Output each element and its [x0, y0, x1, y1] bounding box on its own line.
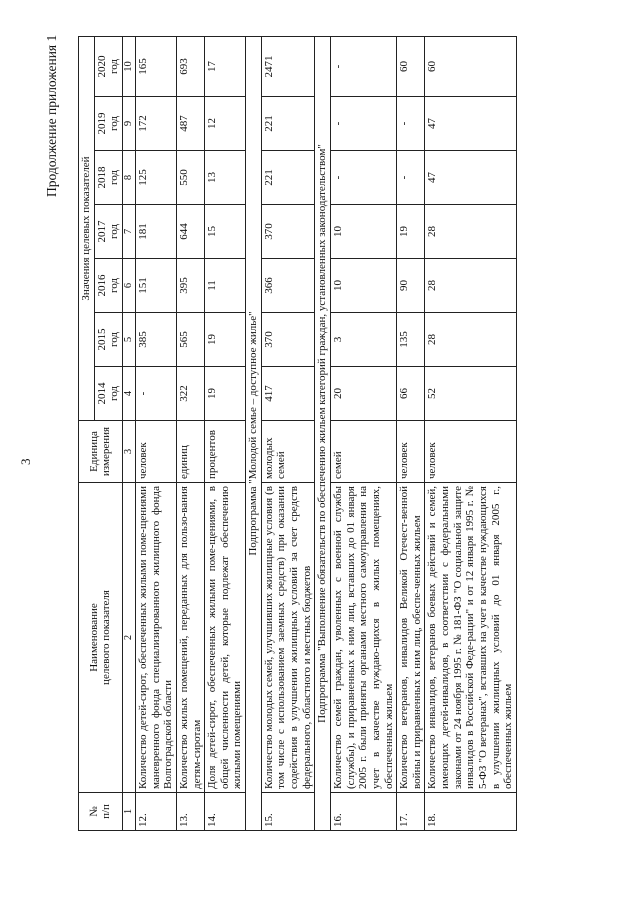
value-2016: 90 — [397, 259, 425, 313]
value-2014: 417 — [261, 367, 315, 421]
column-index-row — [122, 37, 135, 831]
value-2014: 66 — [397, 367, 425, 421]
page-number: 3 — [18, 458, 33, 465]
value-2020: 165 — [135, 37, 176, 97]
subprogram-heading: Подпрограмма "Молодой семье – доступное жилье" — [246, 37, 262, 831]
row-number: 14. — [205, 793, 246, 831]
value-2015: 565 — [176, 313, 204, 367]
value-2018: 550 — [176, 151, 204, 205]
value-2016: 10 — [330, 259, 396, 313]
header-row — [79, 37, 95, 831]
value-2015: 370 — [261, 313, 315, 367]
column-index: 3 — [122, 421, 135, 483]
value-2020: 60 — [397, 37, 425, 97]
year-header: 2015 год — [94, 313, 122, 367]
value-2018: 221 — [261, 151, 315, 205]
value-2014: 19 — [205, 367, 246, 421]
subprogram-row — [246, 37, 262, 831]
column-index: 10 — [122, 37, 135, 97]
indicator-name: Количество детей-сирот, обеспеченных жилыми поме-щениями маневренного фонда специализированного жилищного фонда Волгоградской области — [135, 483, 176, 793]
column-index: 6 — [122, 259, 135, 313]
value-2020: 60 — [425, 37, 516, 97]
column-index: 2 — [122, 483, 135, 793]
column-index: 9 — [122, 97, 135, 151]
year-header: 2014 год — [94, 367, 122, 421]
table-row — [261, 37, 315, 831]
value-2017: 10 — [330, 205, 396, 259]
col-num-header: № п/п — [79, 793, 123, 831]
value-2020: - — [330, 37, 396, 97]
value-2020: 2471 — [261, 37, 315, 97]
value-2016: 395 — [176, 259, 204, 313]
value-2015: 19 — [205, 313, 246, 367]
value-2015: 135 — [397, 313, 425, 367]
value-2020: 693 — [176, 37, 204, 97]
value-2015: 3 — [330, 313, 396, 367]
table-row — [330, 37, 396, 831]
indicators-table — [78, 36, 517, 831]
value-2014: 52 — [425, 367, 516, 421]
col-unit-header: Единица измерения — [79, 421, 123, 483]
year-header: 2020 год — [94, 37, 122, 97]
indicator-name: Количество ветеранов, инвалидов Великой Отечест-венной войны и приравненных к ним лиц, обеспе-ченных жильем — [397, 483, 425, 793]
value-2014: - — [135, 367, 176, 421]
continuation-caption: Продолжение приложения 1 — [44, 34, 59, 197]
row-number: 13. — [176, 793, 204, 831]
value-2015: 28 — [425, 313, 516, 367]
value-2017: 28 — [425, 205, 516, 259]
year-header: 2019 год — [94, 97, 122, 151]
subprogram-heading: Подпрограмма "Выполнение обязательств по обеспечению жильем категорий граждан, установленных законодательством" — [315, 37, 331, 831]
indicator-unit: человек — [135, 421, 176, 483]
indicator-unit: процентов — [205, 421, 246, 483]
values-group-header: Значения целевых показателей — [79, 37, 95, 421]
value-2014: 322 — [176, 367, 204, 421]
value-2019: 172 — [135, 97, 176, 151]
table-row — [176, 37, 204, 831]
year-header: 2018 год — [94, 151, 122, 205]
value-2019: 47 — [425, 97, 516, 151]
table-row — [397, 37, 425, 831]
column-index: 1 — [122, 793, 135, 831]
year-header: 2016 год — [94, 259, 122, 313]
value-2016: 11 — [205, 259, 246, 313]
value-2018: - — [330, 151, 396, 205]
indicator-unit: человек — [397, 421, 425, 483]
value-2019: 487 — [176, 97, 204, 151]
value-2016: 151 — [135, 259, 176, 313]
row-number: 15. — [261, 793, 315, 831]
value-2018: - — [397, 151, 425, 205]
row-number: 17. — [397, 793, 425, 831]
table-row — [205, 37, 246, 831]
indicator-name: Доля детей-сирот, обеспеченных жилыми поме-щениями, в общей численности детей, которые подлежат обеспечению жилыми помещениями — [205, 483, 246, 793]
value-2020: 17 — [205, 37, 246, 97]
value-2019: - — [330, 97, 396, 151]
row-number: 12. — [135, 793, 176, 831]
col-name-header: Наименование целевого показателя — [79, 483, 123, 793]
indicator-unit: единиц — [176, 421, 204, 483]
value-2019: - — [397, 97, 425, 151]
column-index: 4 — [122, 367, 135, 421]
indicator-name: Количество семей граждан, уволенных с военной службы (службы), и приравненных к ним лиц, вставших до 01 января 2005 г. были приняты органами местного самоуправления на учет в качестве нуждаю-щихся в жилых помещениях, обеспеченных жильем — [330, 483, 396, 793]
value-2018: 47 — [425, 151, 516, 205]
value-2014: 20 — [330, 367, 396, 421]
table-row — [135, 37, 176, 831]
column-index: 8 — [122, 151, 135, 205]
row-number: 18. — [425, 793, 516, 831]
indicator-name: Количество молодых семей, улучшивших жилищные условия (в том числе с использованием заемных средств) при оказании содействия в улучшении жилищных условий за счет средств федерального, областного и местных бюджетов — [261, 483, 315, 793]
column-index: 5 — [122, 313, 135, 367]
year-header: 2017 год — [94, 205, 122, 259]
value-2018: 13 — [205, 151, 246, 205]
indicator-unit: молодых семей — [261, 421, 315, 483]
value-2017: 181 — [135, 205, 176, 259]
value-2016: 366 — [261, 259, 315, 313]
value-2016: 28 — [425, 259, 516, 313]
subprogram-row — [315, 37, 331, 831]
value-2017: 15 — [205, 205, 246, 259]
value-2019: 221 — [261, 97, 315, 151]
value-2017: 644 — [176, 205, 204, 259]
indicator-unit: человек — [425, 421, 516, 483]
indicator-name: Количество инвалидов, ветеранов боевых действий и семей, имеющих детей-инвалидов, в соответствии с федеральными законами от 24 ноября 1995 г. № 181-ФЗ "О социальной защите инвалидов в Российской Феде-рации" и от 12 января 1995 г. № 5-ФЗ "О ветеранах", вставших на учет в качестве нуждающихся в улучшении жилищных условий до 01 января 2005 г., обеспеченных жильем — [425, 483, 516, 793]
value-2015: 385 — [135, 313, 176, 367]
row-number: 16. — [330, 793, 396, 831]
value-2017: 19 — [397, 205, 425, 259]
value-2018: 125 — [135, 151, 176, 205]
value-2019: 12 — [205, 97, 246, 151]
column-index: 7 — [122, 205, 135, 259]
value-2017: 370 — [261, 205, 315, 259]
indicator-unit: семей — [330, 421, 396, 483]
table-row — [425, 37, 516, 831]
indicator-name: Количество жилых помещений, переданных для пользо-вания детям-сиротам — [176, 483, 204, 793]
